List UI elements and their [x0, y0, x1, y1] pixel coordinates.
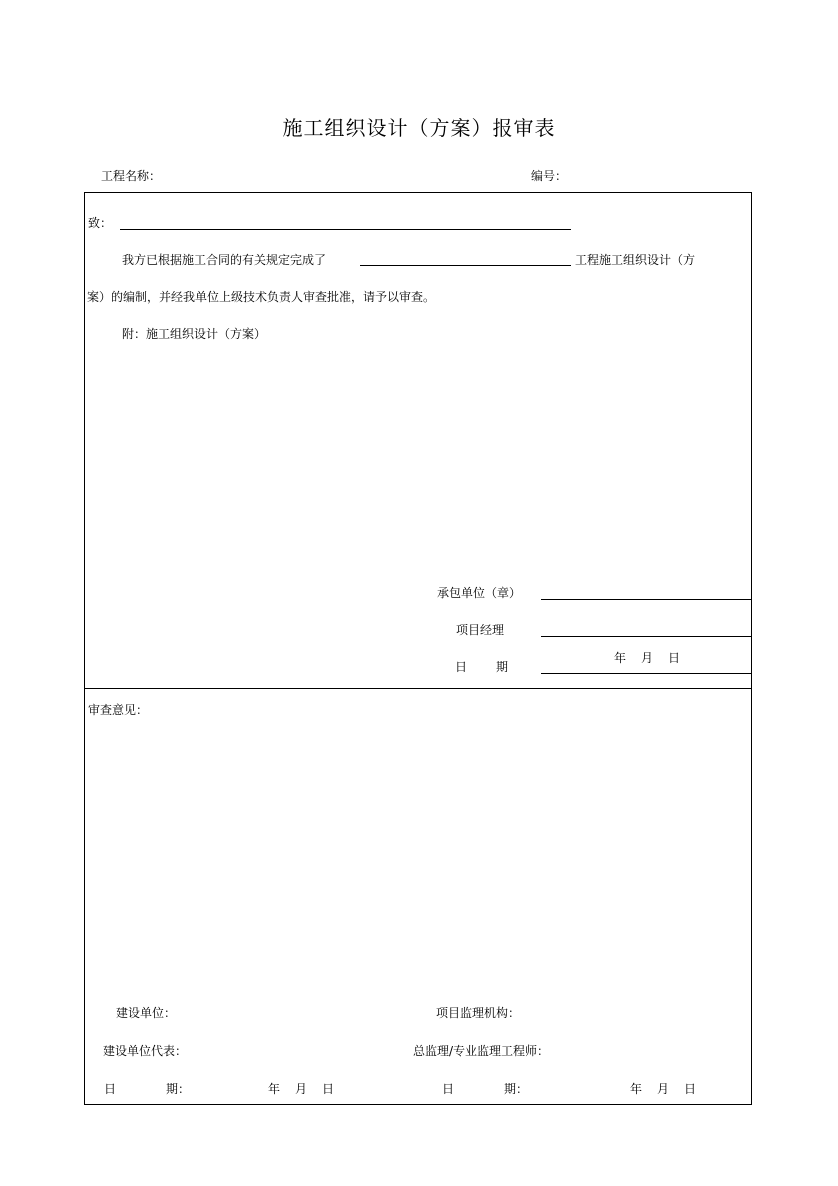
- chief-supervisor-label: 总监理/专业监理工程师：: [413, 1044, 550, 1058]
- review-opinion-label: 审查意见：: [88, 703, 149, 717]
- to-recipient-field[interactable]: [120, 229, 571, 230]
- project-manager-label: 项目经理: [456, 623, 505, 637]
- number-label: 编号：: [531, 169, 568, 183]
- contractor-label: 承包单位（章）: [437, 586, 522, 600]
- to-label: 致：: [88, 216, 113, 230]
- left-date-char2: 期：: [166, 1082, 191, 1096]
- owner-unit-label: 建设单位：: [116, 1006, 177, 1020]
- project-name-label: 工程名称：: [101, 169, 162, 183]
- supervision-org-label: 项目监理机构：: [436, 1006, 521, 1020]
- date-label-char1: 日: [455, 660, 468, 674]
- right-month-label: 月: [657, 1082, 670, 1096]
- date-field[interactable]: [541, 673, 752, 674]
- left-month-label: 月: [295, 1082, 308, 1096]
- left-year-label: 年: [268, 1082, 281, 1096]
- left-day-label: 日: [322, 1082, 335, 1096]
- right-date-char1: 日: [442, 1082, 455, 1096]
- right-year-label: 年: [630, 1082, 643, 1096]
- date-label-char2: 期: [496, 660, 509, 674]
- body-line1-tail: 工程施工组织设计（方: [575, 253, 696, 267]
- project-name-blank-field[interactable]: [360, 265, 571, 266]
- body-line1: 我方已根据施工合同的有关规定完成了: [122, 253, 327, 267]
- date-year-label: 年: [614, 651, 627, 665]
- right-day-label: 日: [684, 1082, 697, 1096]
- right-date-char2: 期：: [504, 1082, 529, 1096]
- contractor-field[interactable]: [541, 599, 752, 600]
- owner-rep-label: 建设单位代表：: [103, 1044, 188, 1058]
- date-day-label: 日: [668, 651, 681, 665]
- project-manager-field[interactable]: [541, 636, 752, 637]
- body-line2: 案）的编制，并经我单位上级技术负责人审查批准，请予以审查。: [87, 290, 436, 304]
- date-month-label: 月: [641, 651, 654, 665]
- section-divider: [84, 688, 752, 689]
- page-title: 施工组织设计（方案）报审表: [282, 116, 556, 140]
- attachment-label: 附：施工组织设计（方案）: [122, 327, 267, 341]
- left-date-char1: 日: [104, 1082, 117, 1096]
